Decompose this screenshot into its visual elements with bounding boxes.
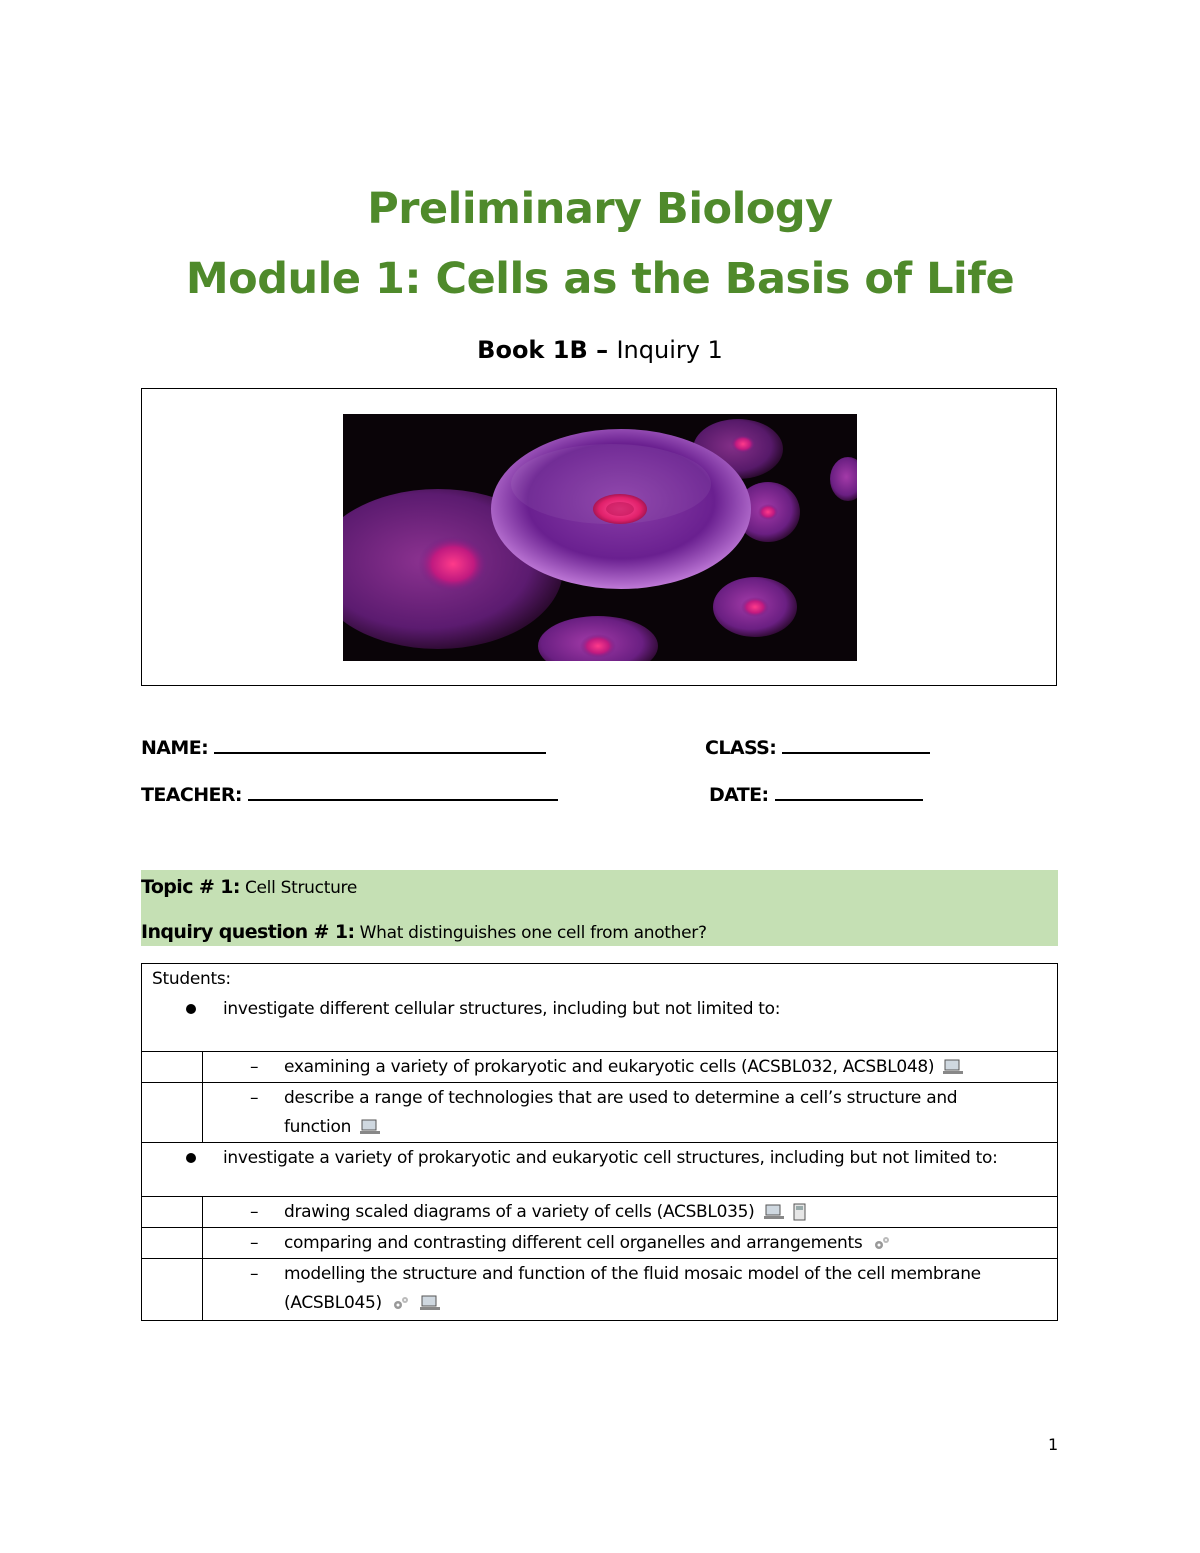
table-row: – comparing and contrasting different cell organelles and arrangements <box>141 1227 1058 1258</box>
computer-icon <box>943 1059 963 1075</box>
table-row: – modelling the structure and function of the fluid mosaic model of the cell membrane (ACSBL045) <box>141 1258 1058 1321</box>
name-blank[interactable] <box>214 735 546 754</box>
table-sub-column <box>202 1083 203 1142</box>
module-title: Module 1: Cells as the Basis of Life <box>185 254 1015 304</box>
outcome-item <box>284 1289 440 1318</box>
class-field[interactable] <box>705 735 930 759</box>
outcome-item <box>284 1229 892 1258</box>
topic-line <box>141 876 357 898</box>
topic-label: Topic # 1: <box>141 876 240 898</box>
class-blank[interactable] <box>782 735 930 754</box>
outcome-item-text: (ACSBL045) <box>284 1293 382 1313</box>
outcome-bullet: investigate different cellular structures, including but not limited to: <box>223 999 781 1019</box>
outcome-item <box>284 1053 963 1082</box>
table-row: – describe a range of technologies that are used to determine a cell’s structure and function <box>141 1082 1058 1142</box>
table-row: – drawing scaled diagrams of a variety of cells (ACSBL035) <box>141 1196 1058 1227</box>
document-title: Preliminary Biology <box>367 184 833 234</box>
outcome-item-text: describe a range of technologies that are used to determine a cell’s structure and <box>284 1088 958 1108</box>
outcome-item-text: drawing scaled diagrams of a variety of cells (ACSBL035) <box>284 1202 755 1222</box>
outcome-item <box>284 1113 380 1142</box>
name-label: NAME: <box>141 737 209 759</box>
teacher-field[interactable] <box>141 782 558 806</box>
table-sub-column <box>202 1052 203 1082</box>
topic-band <box>141 870 1058 946</box>
outcome-item-text: comparing and contrasting different cell organelles and arrangements <box>284 1233 863 1253</box>
topic-value: Cell Structure <box>244 878 358 898</box>
table-row: – examining a variety of prokaryotic and eukaryotic cells (ACSBL032, ACSBL048) <box>141 1051 1058 1082</box>
book-subtitle <box>0 336 1200 364</box>
table-row <box>141 1142 1058 1196</box>
class-label: CLASS: <box>705 737 777 759</box>
table-sub-column <box>202 1197 203 1227</box>
bullet-icon <box>186 1153 196 1163</box>
calculator-icon <box>793 1203 806 1221</box>
gears-icon <box>872 1235 892 1251</box>
date-blank[interactable] <box>775 782 923 801</box>
book-number: Book 1B – <box>477 336 609 364</box>
name-field[interactable] <box>141 735 546 759</box>
teacher-blank[interactable] <box>248 782 558 801</box>
cells-illustration <box>343 414 857 661</box>
inquiry-line <box>141 921 707 943</box>
students-label: Students: <box>152 969 231 989</box>
teacher-label: TEACHER: <box>141 784 242 806</box>
computer-icon <box>360 1119 380 1135</box>
computer-icon <box>764 1204 784 1220</box>
outcomes-table <box>141 963 1058 1321</box>
outcome-item-text: examining a variety of prokaryotic and eukaryotic cells (ACSBL032, ACSBL048) <box>284 1057 935 1077</box>
table-sub-column <box>202 1259 203 1320</box>
table-row <box>141 963 1058 1051</box>
gears-icon <box>391 1295 411 1311</box>
computer-icon <box>420 1295 440 1311</box>
outcome-bullet: investigate a variety of prokaryotic and eukaryotic cell structures, including but not limited to: <box>223 1148 998 1168</box>
bullet-icon <box>186 1004 196 1014</box>
outcome-item-text: modelling the structure and function of the fluid mosaic model of the cell membrane <box>284 1264 981 1284</box>
inquiry-label: Inquiry question # 1: <box>141 921 355 943</box>
cover-image-frame <box>141 388 1057 686</box>
table-sub-column <box>202 1228 203 1258</box>
date-label: DATE: <box>709 784 769 806</box>
outcome-item <box>284 1198 806 1227</box>
page-number: 1 <box>1048 1435 1059 1454</box>
date-field[interactable] <box>709 782 923 806</box>
inquiry-value: What distinguishes one cell from another? <box>359 923 707 943</box>
inquiry-number: Inquiry 1 <box>616 336 723 364</box>
outcome-item-text: function <box>284 1117 352 1137</box>
